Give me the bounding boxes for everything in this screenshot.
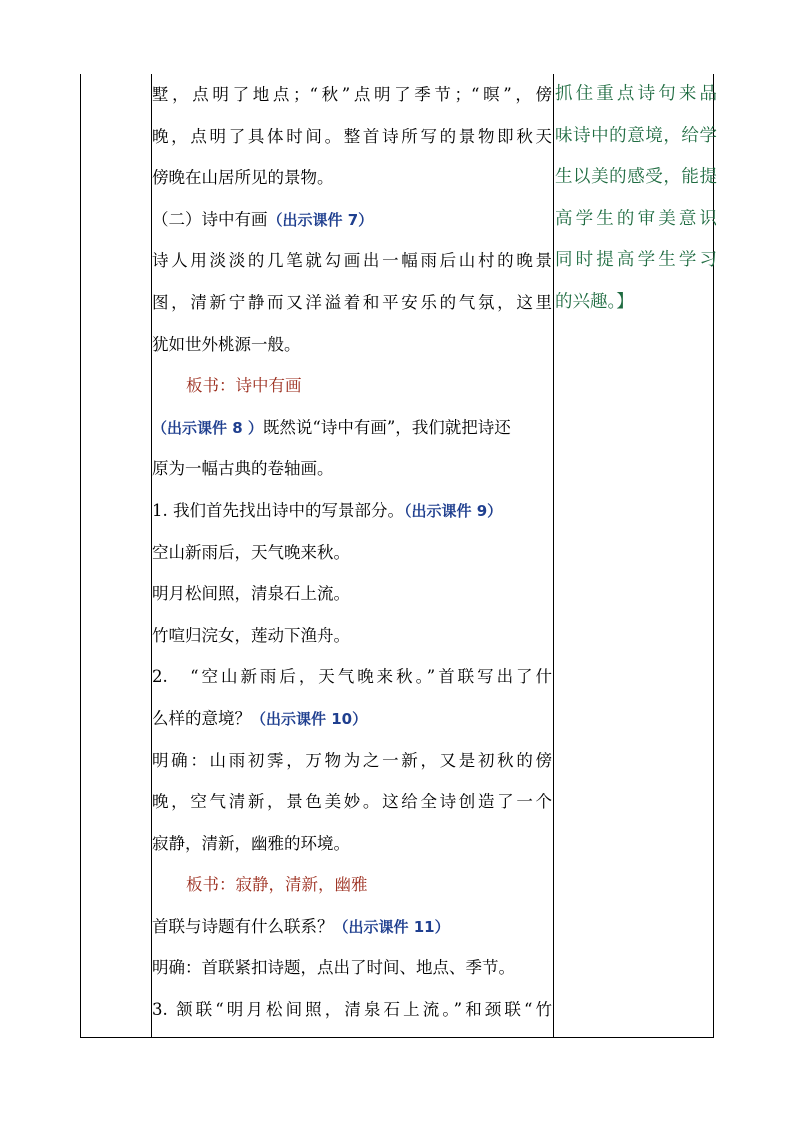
text-line: 诗人用淡淡的几笔就勾画出一幅雨后山村的晚景 [152,251,552,271]
courseware-ref: （出示课件 10） [251,709,368,728]
side-note-line: 同时提高学生学习 [555,250,717,271]
poem-line: 空山新雨后，天气晚来秋。 [152,542,350,562]
side-note-line: 生以美的感受，能提 [555,167,717,188]
board-note: 板书：寂静，清新，幽雅 [186,875,368,895]
courseware-ref: （出示课件 9） [404,501,503,520]
text-line: 明确：山雨初霁，万物为之一新，又是初秋的傍 [152,750,552,770]
board-note: 板书：诗中有画 [186,376,302,396]
text-span: 既然说“诗中有画”，我们就把诗还 [262,417,511,437]
courseware-ref: （出示课件 7） [267,210,374,229]
text-span: 么样的意境？ [152,708,251,728]
side-note-line: 抓住重点诗句来品 [555,84,717,104]
table-border-left [80,74,81,1038]
text-line: 墅，点明了地点；“秋”点明了季节；“暝”，傍 [152,85,552,104]
poem-line: 明月松间照，清泉石上流。 [152,584,350,604]
text-span: 首联与诗题有什么联系？ [152,916,334,936]
text-line: 2. “空山新雨后，天气晚来秋。”首联写出了什 [152,667,552,687]
poem-line: 竹喧归浣女，莲动下渔舟。 [152,625,350,645]
table-divider-2 [553,74,554,1038]
text-line: 犹如世外桃源一般。 [152,334,301,354]
table-border-bottom [80,1037,714,1038]
text-line [152,490,552,532]
text-line: 晚，点明了具体时间。整首诗所写的景物即秋天 [152,126,552,146]
section-title: （二）诗中有画 [152,209,268,229]
side-note-line: 高学生的审美意识 [555,208,717,229]
design-intent-cell [555,74,717,324]
courseware-ref: （出示课件 11） [333,917,450,936]
section-heading [152,199,552,241]
text-line [152,698,552,740]
text-line: 原为一幅古典的卷轴画。 [152,459,334,479]
teaching-process-cell [152,74,552,1031]
text-line: 图，清新宁静而又洋溢着和平安乐的气氛，这里 [152,292,552,312]
lesson-table [80,74,717,1038]
text-line: 寂静，清新，幽雅的环境。 [152,833,350,853]
text-line: 明确：首联紧扣诗题，点出了时间、地点、季节。 [152,958,515,978]
text-line: 傍晚在山居所见的景物。 [152,168,334,188]
courseware-ref: （出示课件 8 ） [152,418,263,437]
text-line [152,906,552,948]
text-span: 1. 我们首先找出诗中的写景部分。 [152,500,404,520]
side-note-line: 味诗中的意境，给学 [555,125,717,146]
side-note-line: 的兴趣。】 [555,291,634,312]
text-line: 晚，空气清新，景色美妙。这给全诗创造了一个 [152,792,552,812]
text-line: 3. 颔联“明月松间照，清泉石上流。”和颈联“竹 [152,1000,552,1020]
text-line [152,407,552,449]
